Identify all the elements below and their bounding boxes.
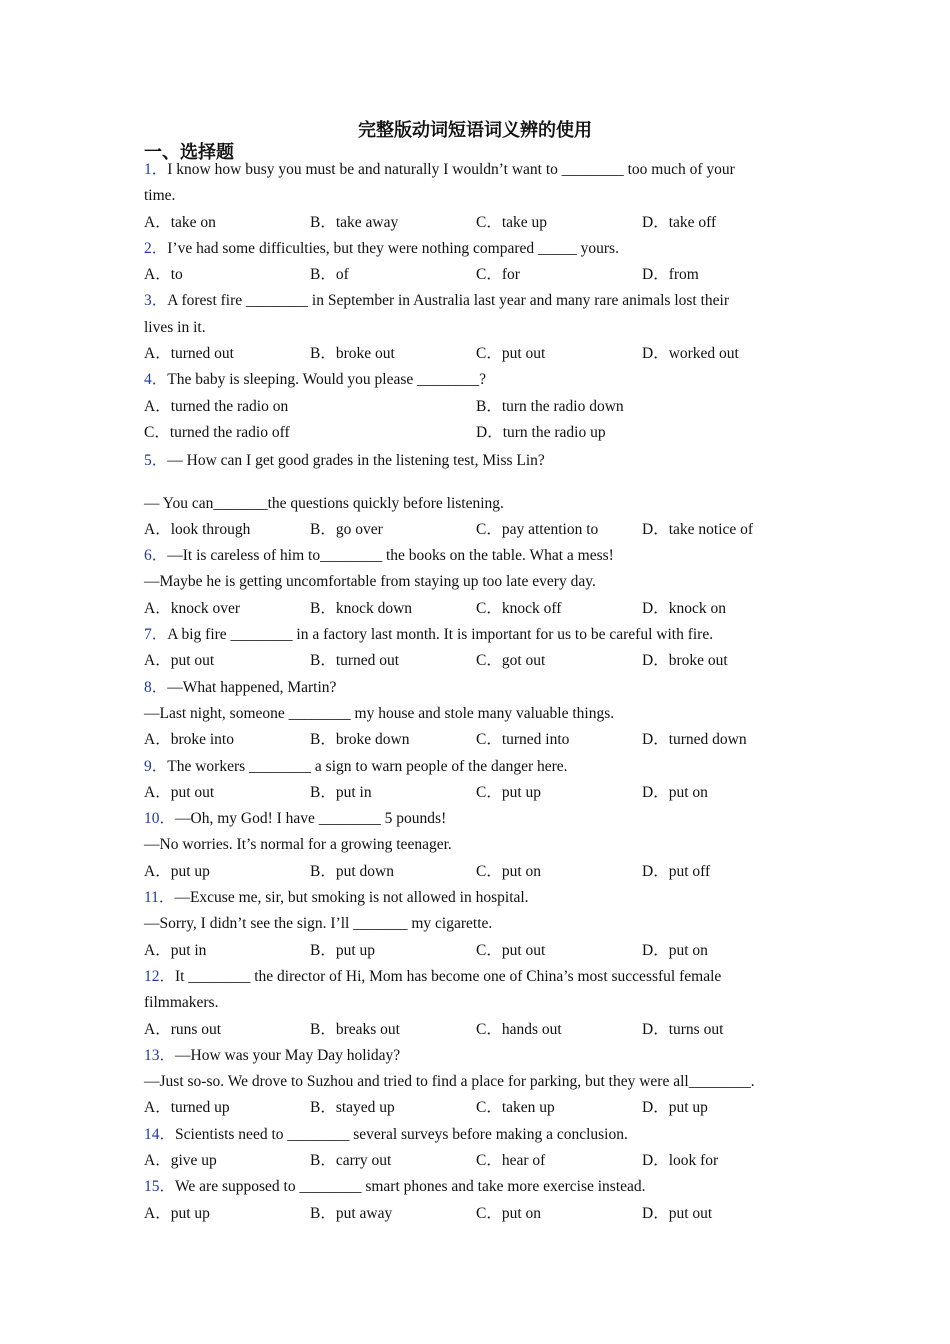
- option-a[interactable]: A．put up: [144, 862, 210, 880]
- option-b[interactable]: B．broke down: [310, 731, 410, 749]
- question-number: 15．: [144, 1178, 176, 1196]
- question-number: 10．: [144, 810, 176, 828]
- option-d[interactable]: D．look for: [642, 1151, 719, 1169]
- option-c[interactable]: C．pay attention to: [476, 520, 599, 538]
- option-a[interactable]: A．take on: [144, 213, 216, 231]
- question-list: [144, 157, 809, 1227]
- question: [144, 1043, 809, 1122]
- option-b[interactable]: B．broke out: [310, 345, 395, 363]
- option-a[interactable]: A．put in: [144, 941, 207, 959]
- option-b[interactable]: B．put down: [310, 862, 394, 880]
- question-text: A forest fire ________ in September in Australia last year and many rare animals lost their: [167, 292, 729, 310]
- option-a[interactable]: A．put out: [144, 652, 215, 670]
- question-text: —Last night, someone ________ my house and stole many valuable things.: [144, 704, 615, 722]
- question-text: —Excuse me, sir, but smoking is not allowed in hospital.: [174, 889, 529, 907]
- option-d[interactable]: D．turns out: [642, 1020, 724, 1038]
- question-text: —What happened, Martin?: [167, 678, 337, 696]
- options-row: [144, 938, 809, 964]
- option-b[interactable]: B．knock down: [310, 599, 413, 617]
- question: [144, 157, 809, 236]
- option-b[interactable]: B．take away: [310, 213, 399, 231]
- option-b[interactable]: B．stayed up: [310, 1099, 395, 1117]
- option-d[interactable]: D．knock on: [642, 599, 726, 617]
- question: [144, 964, 809, 1043]
- question: [144, 448, 809, 543]
- option-b[interactable]: B．turned out: [310, 652, 400, 670]
- question-number: 11．: [144, 889, 175, 907]
- option-a[interactable]: A．knock over: [144, 599, 240, 617]
- option-d[interactable]: D．put out: [642, 1204, 713, 1222]
- option-b[interactable]: B．put away: [310, 1204, 393, 1222]
- option-d[interactable]: D．from: [642, 266, 699, 284]
- question: [144, 236, 809, 289]
- option-d[interactable]: D．put off: [642, 862, 711, 880]
- options-row: [144, 727, 809, 753]
- option-c[interactable]: C．turned into: [476, 731, 570, 749]
- option-b[interactable]: B．carry out: [310, 1151, 392, 1169]
- option-c[interactable]: C．hands out: [476, 1020, 562, 1038]
- option-c[interactable]: C．taken up: [476, 1099, 555, 1117]
- option-d[interactable]: D．turned down: [642, 731, 747, 749]
- option-c[interactable]: C．put out: [476, 345, 546, 363]
- question: [144, 675, 809, 754]
- options-row: [144, 648, 809, 674]
- section-heading: 一、选择题: [144, 142, 234, 163]
- question-text: A big fire ________ in a factory last month. It is important for us to be careful with fire.: [167, 626, 714, 644]
- question-number: 7．: [144, 626, 168, 644]
- option-c[interactable]: C．got out: [476, 652, 546, 670]
- option-c[interactable]: C．put on: [476, 862, 542, 880]
- option-c[interactable]: C．for: [476, 266, 520, 284]
- question-text: —Maybe he is getting uncomfortable from staying up too late every day.: [144, 573, 596, 591]
- question-text: I’ve had some difficulties, but they were nothing compared _____ yours.: [167, 239, 619, 257]
- options-row: [144, 420, 809, 446]
- option-a[interactable]: A．give up: [144, 1151, 217, 1169]
- options-row: [144, 596, 809, 622]
- options-row: [144, 1201, 809, 1227]
- question-text: Scientists need to ________ several surveys before making a conclusion.: [175, 1125, 628, 1143]
- question: [144, 543, 809, 622]
- option-c[interactable]: C．turned the radio off: [144, 423, 290, 441]
- option-c[interactable]: C．hear of: [476, 1151, 546, 1169]
- option-d[interactable]: D．broke out: [642, 652, 728, 670]
- question-number: 1．: [144, 161, 168, 178]
- question: [144, 754, 809, 807]
- question: [144, 622, 809, 675]
- question-text: —How was your May Day holiday?: [175, 1046, 401, 1064]
- question-text: The baby is sleeping. Would you please ________?: [167, 371, 487, 389]
- question: [144, 1122, 809, 1175]
- option-d[interactable]: D．take notice of: [642, 520, 754, 538]
- option-b[interactable]: B．breaks out: [310, 1020, 400, 1038]
- question-text: — How can I get good grades in the listening test, Miss Lin?: [167, 452, 545, 470]
- option-a[interactable]: A．turned up: [144, 1099, 230, 1117]
- question-number: 14．: [144, 1125, 176, 1143]
- question-text: I know how busy you must be and naturally I wouldn’t want to ________ too much of your: [167, 161, 735, 178]
- question-number: 13．: [144, 1046, 176, 1064]
- options-row: [144, 1148, 809, 1174]
- question-text: lives in it.: [144, 318, 206, 336]
- question-number: 6．: [144, 547, 168, 565]
- option-d[interactable]: D．worked out: [642, 345, 739, 363]
- option-c[interactable]: C．put up: [476, 783, 542, 801]
- question-number: 5．: [144, 452, 168, 470]
- page-title: 完整版动词短语词义辨的使用: [358, 120, 592, 141]
- option-b[interactable]: B．put up: [310, 941, 376, 959]
- option-c[interactable]: C．put on: [476, 1204, 542, 1222]
- option-c[interactable]: C．take up: [476, 213, 548, 231]
- question-text: time.: [144, 187, 176, 205]
- options-row: [144, 517, 809, 543]
- options-row: [144, 1095, 809, 1121]
- question-number: 8．: [144, 678, 168, 696]
- question-number: 9．: [144, 757, 168, 775]
- option-b[interactable]: B．put in: [310, 783, 372, 801]
- options-row: [144, 394, 809, 420]
- option-a[interactable]: A．turned out: [144, 345, 234, 363]
- question-number: 2．: [144, 239, 168, 257]
- options-row: [144, 859, 809, 885]
- option-c[interactable]: C．put out: [476, 941, 546, 959]
- option-a[interactable]: A．broke into: [144, 731, 234, 749]
- option-a[interactable]: A．put out: [144, 783, 215, 801]
- question-number: 12．: [144, 967, 176, 985]
- option-d[interactable]: D．turn the radio up: [476, 423, 606, 441]
- option-a[interactable]: A．turned the radio on: [144, 397, 289, 415]
- question-number: 3．: [144, 292, 168, 310]
- option-a[interactable]: A．to: [144, 266, 183, 284]
- question-text: —Just so-so. We drove to Suzhou and tried to find a place for parking, but they were all________.: [144, 1073, 755, 1091]
- question-text: —Sorry, I didn’t see the sign. I’ll _______ my cigarette.: [144, 915, 493, 933]
- option-a[interactable]: A．put up: [144, 1204, 210, 1222]
- option-b[interactable]: B．of: [310, 266, 349, 284]
- options-row: [144, 780, 809, 806]
- question-number: 4．: [144, 371, 168, 389]
- option-d[interactable]: D．put on: [642, 783, 708, 801]
- question: [144, 1174, 809, 1227]
- option-c[interactable]: C．knock off: [476, 599, 562, 617]
- option-a[interactable]: A．runs out: [144, 1020, 222, 1038]
- question-text: —No worries. It’s normal for a growing teenager.: [144, 836, 452, 854]
- options-row: [144, 341, 809, 367]
- question-text: It ________ the director of Hi, Mom has become one of China’s most successful female: [175, 967, 722, 985]
- question: [144, 806, 809, 885]
- question: [144, 288, 809, 367]
- options-row: [144, 1017, 809, 1043]
- question-text: filmmakers.: [144, 994, 219, 1012]
- option-d[interactable]: D．put up: [642, 1099, 708, 1117]
- question-text: —It is careless of him to________ the books on the table. What a mess!: [167, 547, 614, 565]
- option-b[interactable]: B．go over: [310, 520, 383, 538]
- option-a[interactable]: A．look through: [144, 520, 251, 538]
- question-text: We are supposed to ________ smart phones and take more exercise instead.: [175, 1178, 646, 1196]
- options-row: [144, 262, 809, 288]
- question: [144, 367, 809, 446]
- option-d[interactable]: D．put on: [642, 941, 708, 959]
- options-row: [144, 210, 809, 236]
- option-d[interactable]: D．take off: [642, 213, 717, 231]
- question-text: — You can_______the questions quickly before listening.: [144, 494, 504, 512]
- question-text: The workers ________ a sign to warn people of the danger here.: [167, 757, 568, 775]
- option-b[interactable]: B．turn the radio down: [476, 397, 624, 415]
- question: [144, 885, 809, 964]
- question-text: —Oh, my God! I have ________ 5 pounds!: [175, 810, 447, 828]
